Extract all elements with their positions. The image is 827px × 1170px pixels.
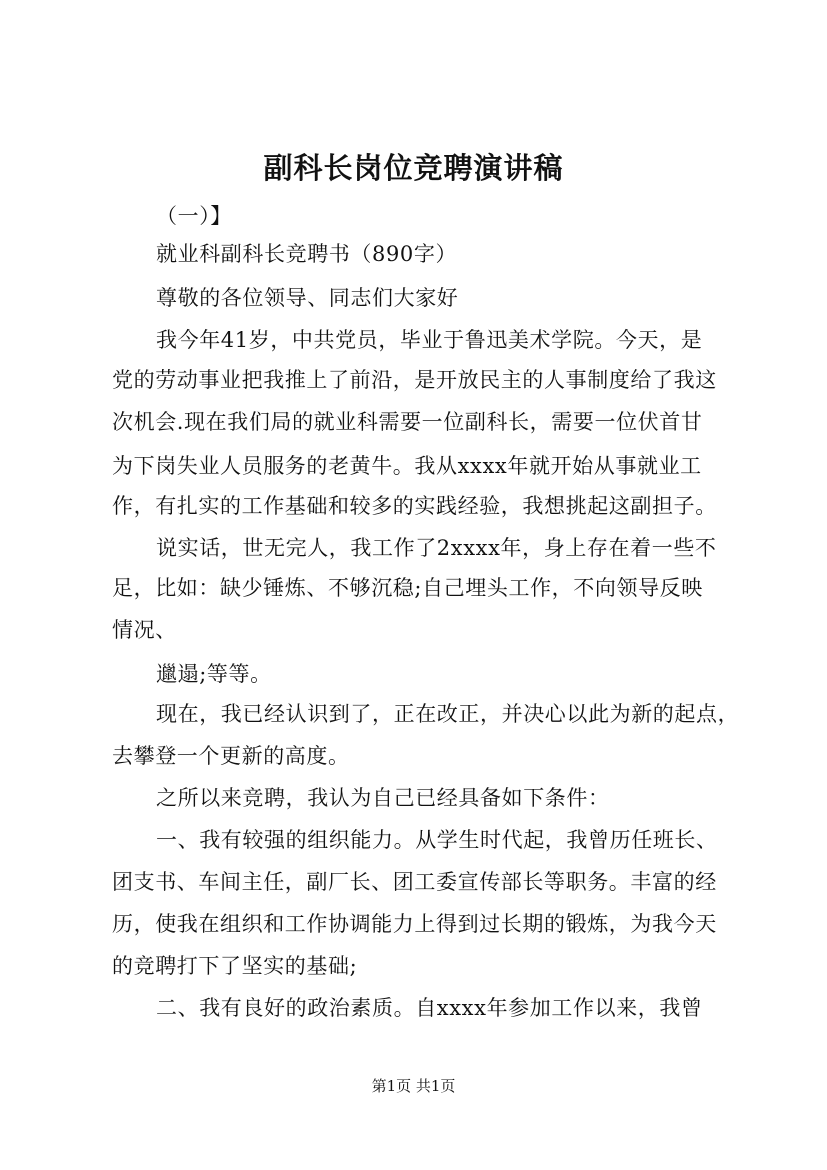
page-footer: 第1页 共1页 bbox=[371, 1077, 456, 1095]
document-title: 副科长岗位竞聘演讲稿 bbox=[263, 151, 564, 185]
paragraph-line: 党的劳动事业把我推上了前沿，是开放民主的人事制度给了我这 bbox=[112, 368, 717, 392]
paragraph-line: 一、我有较强的组织能力。从学生时代起，我曾历任班长、 bbox=[156, 828, 718, 852]
paragraph-line: 之所以来竞聘，我认为自己已经具备如下条件： bbox=[156, 786, 610, 810]
paragraph-line: 现在，我已经认识到了，正在改正，并决心以此为新的起点， bbox=[156, 702, 740, 726]
paragraph-line: 为下岗失业人员服务的老黄牛。我从xxxx年就开始从事就业工 bbox=[112, 454, 702, 478]
paragraph-line: 就业科副科长竞聘书（890字） bbox=[156, 242, 458, 266]
paragraph-line: 尊敬的各位领导、同志们大家好 bbox=[156, 286, 459, 310]
paragraph-line: 说实话，世无完人，我工作了2xxxx年，身上存在着一些不 bbox=[156, 536, 717, 560]
paragraph-line: 历，使我在组织和工作协调能力上得到过长期的锻炼，为我今天 bbox=[112, 912, 717, 936]
paragraph-line: 的竞聘打下了坚实的基础; bbox=[112, 954, 358, 978]
paragraph-line: 足，比如：缺少锤炼、不够沉稳;自己埋头工作，不向领导反映 bbox=[112, 576, 703, 600]
paragraph-line: 作，有扎实的工作基础和较多的实践经验，我想挑起这副担子。 bbox=[112, 494, 717, 518]
paragraph-line: 去攀登一个更新的高度。 bbox=[112, 744, 350, 768]
paragraph-line: 情况、 bbox=[112, 618, 177, 642]
paragraph-line: 我今年41岁，中共党员，毕业于鲁迅美术学院。今天，是 bbox=[156, 328, 703, 352]
paragraph-line: （一）】 bbox=[156, 204, 232, 228]
paragraph-line: 次机会.现在我们局的就业科需要一位副科长，需要一位伏首甘 bbox=[112, 410, 703, 434]
paragraph-line: 二、我有良好的政治素质。自xxxx年参加工作以来，我曾 bbox=[156, 996, 703, 1020]
paragraph-line: 团支书、车间主任，副厂长、团工委宣传部长等职务。丰富的经 bbox=[112, 870, 717, 894]
paragraph-line: 邋遢;等等。 bbox=[156, 662, 272, 686]
